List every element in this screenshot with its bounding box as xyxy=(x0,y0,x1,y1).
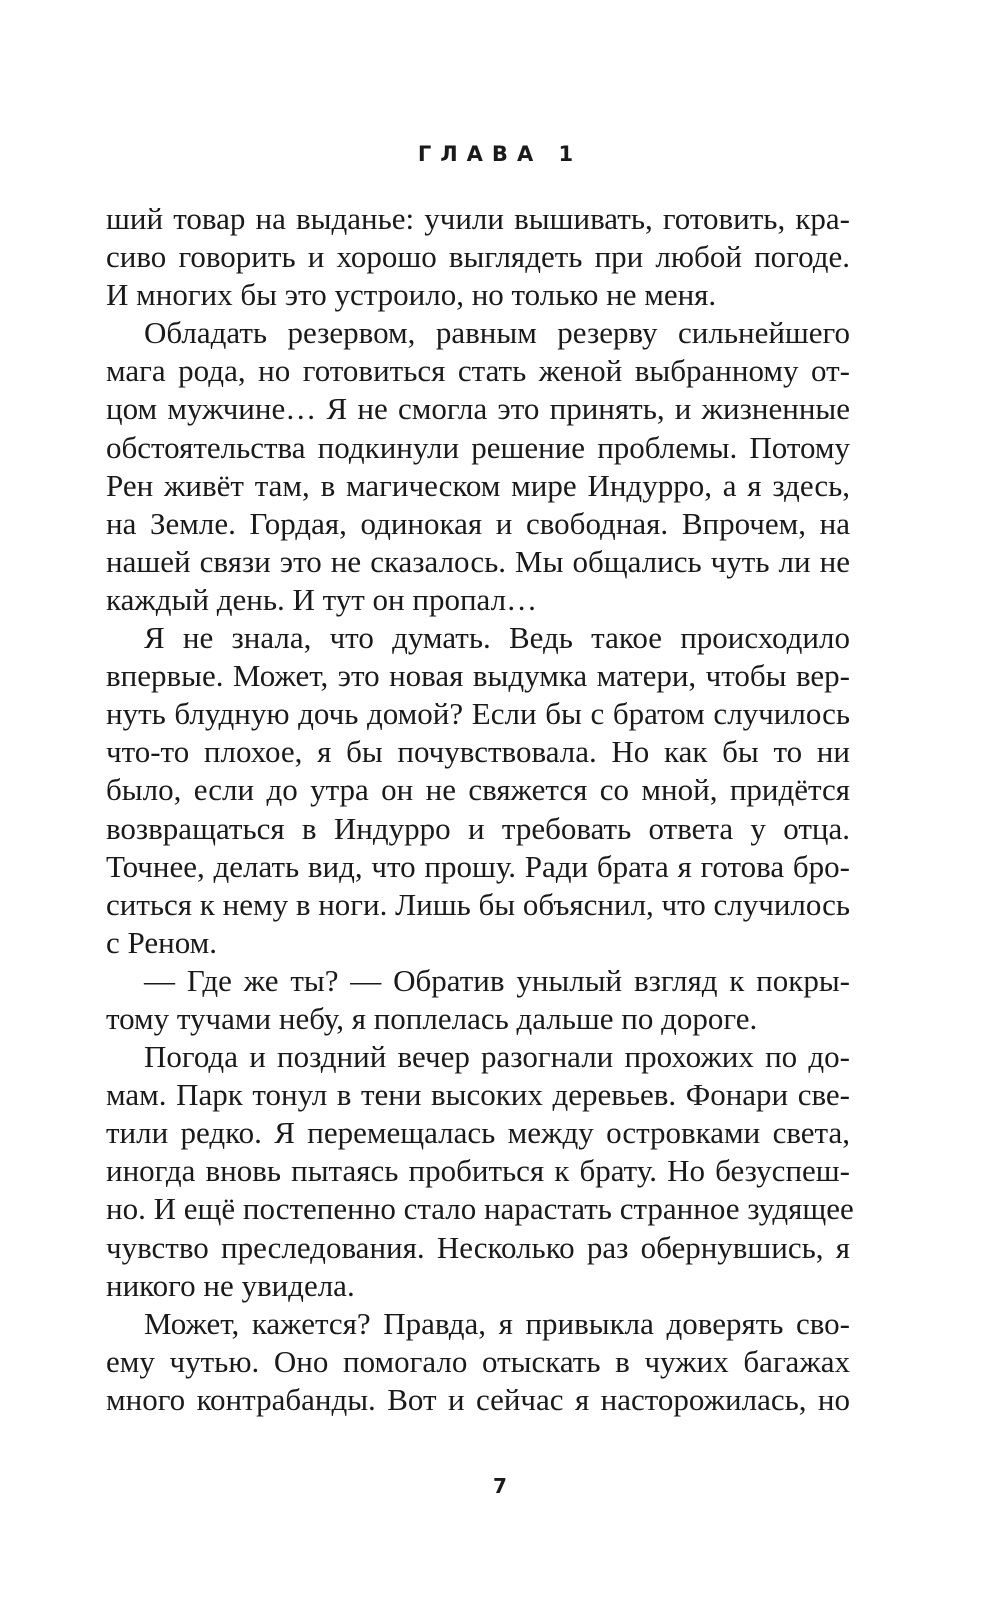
text-line: ший товар на выданье: учили вышивать, готовить, кра- xyxy=(106,201,850,236)
text-line: чувство преследования. Несколько раз обернувшись, я xyxy=(106,1229,850,1265)
text-line: ему чутью. Оно помогало отыскать в чужих багажах xyxy=(106,1343,850,1379)
text-line: Я не знала, что думать. Ведь такое происходило xyxy=(144,620,850,656)
body-text xyxy=(106,200,854,1419)
text-line: мам. Парк тонул в тени высоких деревьев. Фонари све- xyxy=(106,1077,850,1113)
text-line: ситься к нему в ноги. Лишь бы объяснил, что случилось xyxy=(106,886,851,922)
text-line: И многих бы это устроило, но только не меня. xyxy=(106,277,717,313)
text-line: тому тучами небу, я поплелась дальше по дороге. xyxy=(106,1000,758,1036)
page-number: 7 xyxy=(493,1474,507,1498)
text-line: было, если до утра он не свяжется со мной, придётся xyxy=(106,772,850,808)
text-line: нуть блудную дочь домой? Если бы с братом случилось xyxy=(106,696,850,732)
text-line: на Земле. Гордая, одинокая и свободная. Впрочем, на xyxy=(106,505,850,541)
text-line: Обладать резервом, равным резерву сильнейшего xyxy=(144,315,850,351)
text-line: Погода и поздний вечер разогнали прохожих по до- xyxy=(144,1039,850,1075)
chapter-heading: ГЛАВА 1 xyxy=(417,142,583,166)
text-line: — Где же ты? — Обратив унылый взгляд к покры- xyxy=(144,962,850,998)
text-line: никого не увидела. xyxy=(106,1267,355,1303)
text-line: нашей связи это не сказалось. Мы общались чуть ли не xyxy=(106,543,850,579)
text-line: но. И ещё постепенно стало нарастать странное зудящее xyxy=(106,1191,854,1227)
text-line: сиво говорить и хорошо выглядеть при любой погоде. xyxy=(106,239,850,275)
text-line: много контрабанды. Вот и сейчас я насторожилась, но xyxy=(106,1381,850,1417)
text-line: Точнее, делать вид, что прошу. Ради брата я готова бро- xyxy=(106,848,850,884)
text-line: впервые. Может, это новая выдумка матери, чтобы вер- xyxy=(106,658,850,694)
text-line: с Реном. xyxy=(106,924,217,960)
text-line: возвращаться в Индурро и требовать ответа у отца. xyxy=(106,810,850,846)
text-line: что-то плохое, я бы почувствовала. Но как бы то ни xyxy=(106,734,850,770)
text-line: обстоятельства подкинули решение проблемы. Потому xyxy=(106,429,850,465)
text-line: каждый день. И тут он пропал… xyxy=(106,581,538,617)
text-line: цом мужчине… Я не смогла это принять, и жизненные xyxy=(106,391,850,427)
text-line: Может, кажется? Правда, я привыкла доверять сво- xyxy=(144,1305,850,1341)
text-line: тили редко. Я перемещалась между островками света, xyxy=(106,1115,850,1151)
text-line: Рен живёт там, в магическом мире Индурро, а я здесь, xyxy=(106,467,850,503)
text-line: иногда вновь пытаясь пробиться к брату. Но безуспеш- xyxy=(106,1153,850,1189)
text-line: мага рода, но готовиться стать женой выбранному от- xyxy=(106,353,850,389)
